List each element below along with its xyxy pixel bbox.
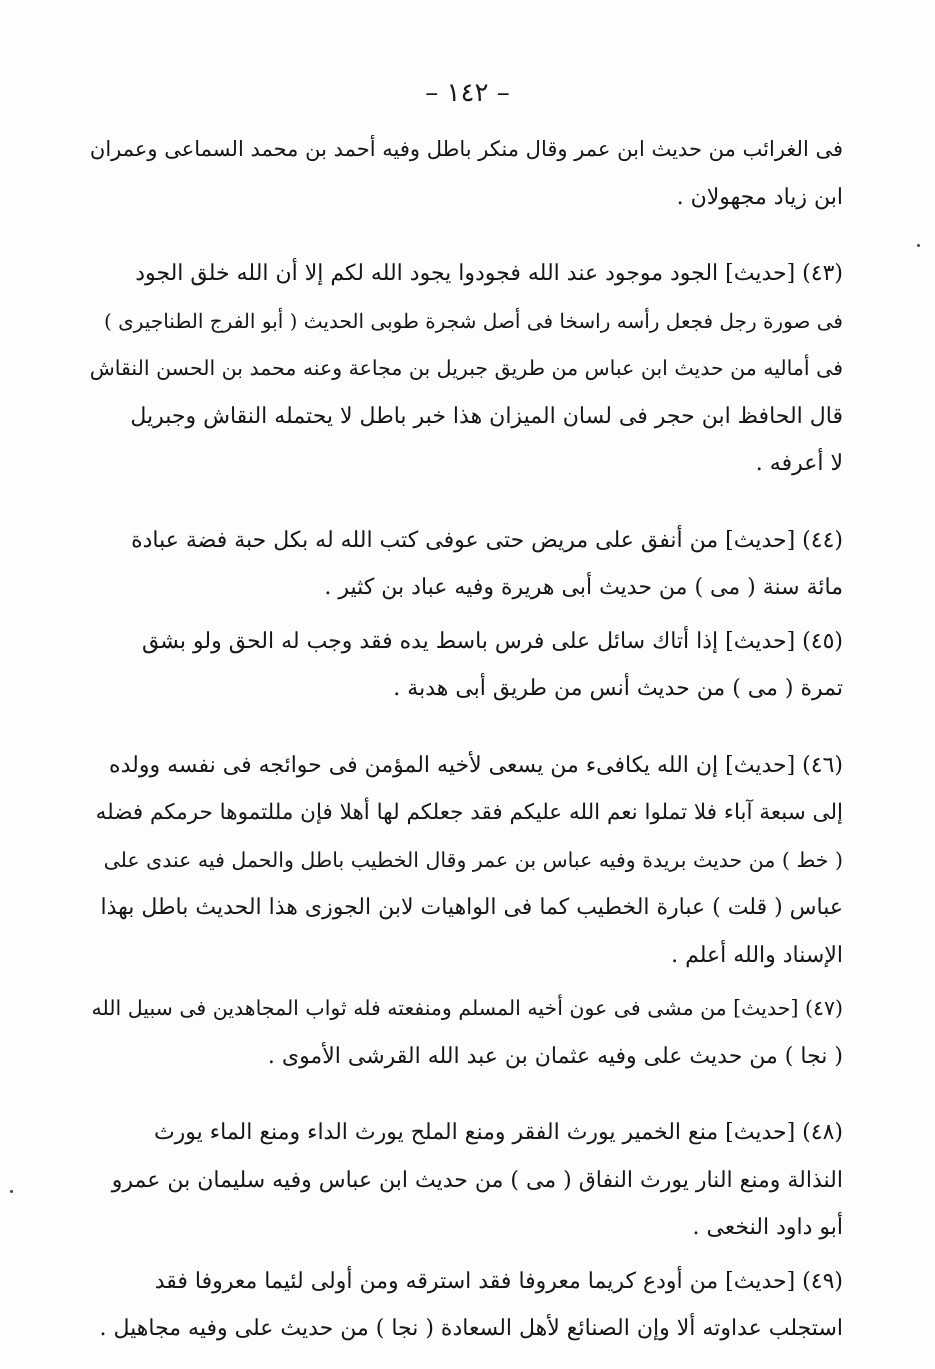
text-line: أبو داود النخعى . xyxy=(692,1215,843,1240)
text-line: تمرة ( مى ) من حديث أنس من طريق أبى هدبة . xyxy=(393,676,843,701)
hadith-49 xyxy=(88,1258,843,1353)
text-line: (٤٩) [حديث] من أودع كريما معروفا فقد استرقه ومن أولى لئيما معروفا فقد xyxy=(154,1268,843,1294)
text-line: ( نجا ) من حديث على وفيه عثمان بن عبد الله القرشى الأموى . xyxy=(267,1043,843,1069)
hadith-44 xyxy=(88,517,843,612)
text-line: (٤٧) [حديث] من مشى فى عون أخيه المسلم ومنفعته فله ثواب المجاهدين فى سبيل الله xyxy=(91,996,843,1020)
text-line: فى أماليه من حديث ابن عباس من طريق جبريل بن مجاعة وعنه محمد بن الحسن النقاش xyxy=(89,356,843,380)
text-line: (٤٦) [حديث] إن الله يكافىء من يسعى لأخيه المؤمن فى حوائجه فى نفسه وولده xyxy=(109,752,843,778)
scan-speck xyxy=(10,1190,13,1193)
hadith-45 xyxy=(88,618,843,713)
text-line: إلى سبعة آباء فلا تملوا نعم الله عليكم فقد جعلكم لها أهلا فإن مللتموها حرمكم فضله xyxy=(95,800,843,825)
hadith-46 xyxy=(88,742,843,980)
text-line: استجلب عداوته ألا وإن الصنائع لأهل السعادة ( نجا ) من حديث على وفيه مجاهيل . xyxy=(99,1316,843,1341)
text-line: فى صورة رجل فجعل رأسه راسخا فى أصل شجرة طوبى الحديث ( أبو الفرج الطناجيرى ) xyxy=(103,308,843,333)
scan-speck xyxy=(917,244,920,247)
text-line: (٤٤) [حديث] من أنفق على مريض حتى عوفى كتب الله له بكل حبة فضة عبادة xyxy=(131,527,843,553)
hadith-48 xyxy=(88,1109,843,1252)
text-line: (٤٣) [حديث] الجود موجود عند الله فجودوا يجود الله لكم إلا أن الله خلق الجود xyxy=(135,261,843,286)
text-line: فى الغرائب من حديث ابن عمر وقال منكر باطل وفيه أحمد بن محمد السماعى وعمران xyxy=(89,137,843,161)
text-line: (٤٥) [حديث] إذا أتاك سائل على فرس باسط يده فقد وجب له الحق ولو بشق xyxy=(141,628,843,654)
page-number: – ١٤٢ – xyxy=(425,78,510,108)
text-line: ( خط ) من حديث بريدة وفيه عباس بن عمر وقال الخطيب باطل والحمل فيه عندى على xyxy=(103,847,843,872)
text-line: النذالة ومنع النار يورث النفاق ( مى ) من حديث ابن عباس وفيه سليمان بن عمرو xyxy=(111,1167,843,1193)
text-line: ابن زياد مجهولان . xyxy=(676,184,843,210)
text-line: (٤٨) [حديث] منع الخمير يورث الفقر ومنع الملح يورث الداء ومنع الماء يورث xyxy=(153,1120,843,1145)
text-line: مائة سنة ( مى ) من حديث أبى هريرة وفيه عباد بن كثير . xyxy=(324,575,843,600)
paragraph-continuation xyxy=(88,126,843,221)
hadith-47 xyxy=(88,985,843,1080)
text-line: عباس ( قلت ) عبارة الخطيب كما فى الواهيات لابن الجوزى هذا الحديث باطل بهذا xyxy=(100,895,843,920)
text-line: الإسناد والله أعلم . xyxy=(671,942,843,968)
text-line: لا أعرفه . xyxy=(755,451,843,476)
text-line: قال الحافظ ابن حجر فى لسان الميزان هذا خبر باطل لا يحتمله النقاش وجبريل xyxy=(130,403,843,429)
hadith-43 xyxy=(88,250,843,488)
page-body xyxy=(88,126,843,1353)
